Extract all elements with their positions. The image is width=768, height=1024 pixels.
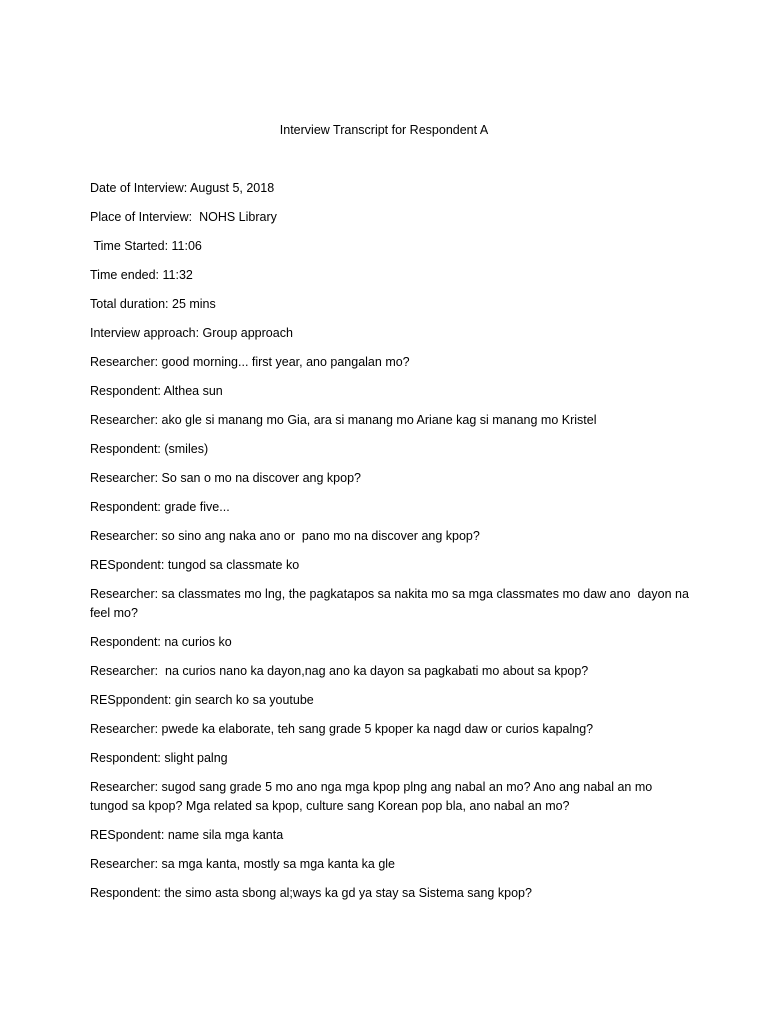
total-duration-line: Total duration: 25 mins bbox=[90, 297, 216, 311]
transcript-line: RESppondent: gin search ko sa youtube bbox=[90, 693, 314, 707]
transcript-line: Respondent: Althea sun bbox=[90, 384, 223, 398]
transcript-line: Researcher: ako gle si manang mo Gia, ara si manang mo Ariane kag si manang mo Kristel bbox=[90, 413, 597, 427]
transcript-line: Researcher: good morning... first year, ano pangalan mo? bbox=[90, 355, 410, 369]
interview-approach-line: Interview approach: Group approach bbox=[90, 326, 293, 340]
transcript-line: RESpondent: tungod sa classmate ko bbox=[90, 558, 300, 572]
transcript-line: Researcher: na curios nano ka dayon,nag ano ka dayon sa pagkabati mo about sa kpop? bbox=[90, 664, 589, 678]
transcript-line: Respondent: grade five... bbox=[90, 500, 230, 514]
transcript-line: Respondent: na curios ko bbox=[90, 635, 232, 649]
transcript-line: Researcher: so sino ang naka ano or pano mo na discover ang kpop? bbox=[90, 529, 480, 543]
date-of-interview-line: Date of Interview: August 5, 2018 bbox=[90, 181, 275, 195]
transcript-line: Researcher: sa mga kanta, mostly sa mga kanta ka gle bbox=[90, 857, 396, 871]
transcript-line: Researcher: sa classmates mo lng, the pagkatapos sa nakita mo sa mga classmates mo daw ano dayon na feel mo? bbox=[90, 587, 693, 620]
transcript-line: RESpondent: name sila mga kanta bbox=[90, 828, 284, 842]
transcript-line: Researcher: pwede ka elaborate, teh sang grade 5 kpoper ka nagd daw or curios kapalng? bbox=[90, 722, 594, 736]
transcript-line: Researcher: sugod sang grade 5 mo ano nga mga kpop plng ang nabal an mo? Ano ang nabal an mo tungod sa kpop? Mga related sa kpop, culture sang Korean pop bla, ano nabal an mo? bbox=[90, 780, 656, 813]
transcript-line: Respondent: (smiles) bbox=[90, 442, 209, 456]
transcript-line: Researcher: So san o mo na discover ang kpop? bbox=[90, 471, 361, 485]
place-of-interview-line: Place of Interview: NOHS Library bbox=[90, 210, 277, 224]
time-ended-line: Time ended: 11:32 bbox=[90, 268, 193, 282]
transcript-line: Respondent: slight palng bbox=[90, 751, 228, 765]
document-title: Interview Transcript for Respondent A bbox=[279, 123, 489, 137]
time-started-line: Time Started: 11:06 bbox=[90, 239, 202, 253]
transcript-line: Respondent: the simo asta sbong al;ways ka gd ya stay sa Sistema sang kpop? bbox=[90, 886, 532, 900]
transcript-body bbox=[90, 179, 693, 913]
